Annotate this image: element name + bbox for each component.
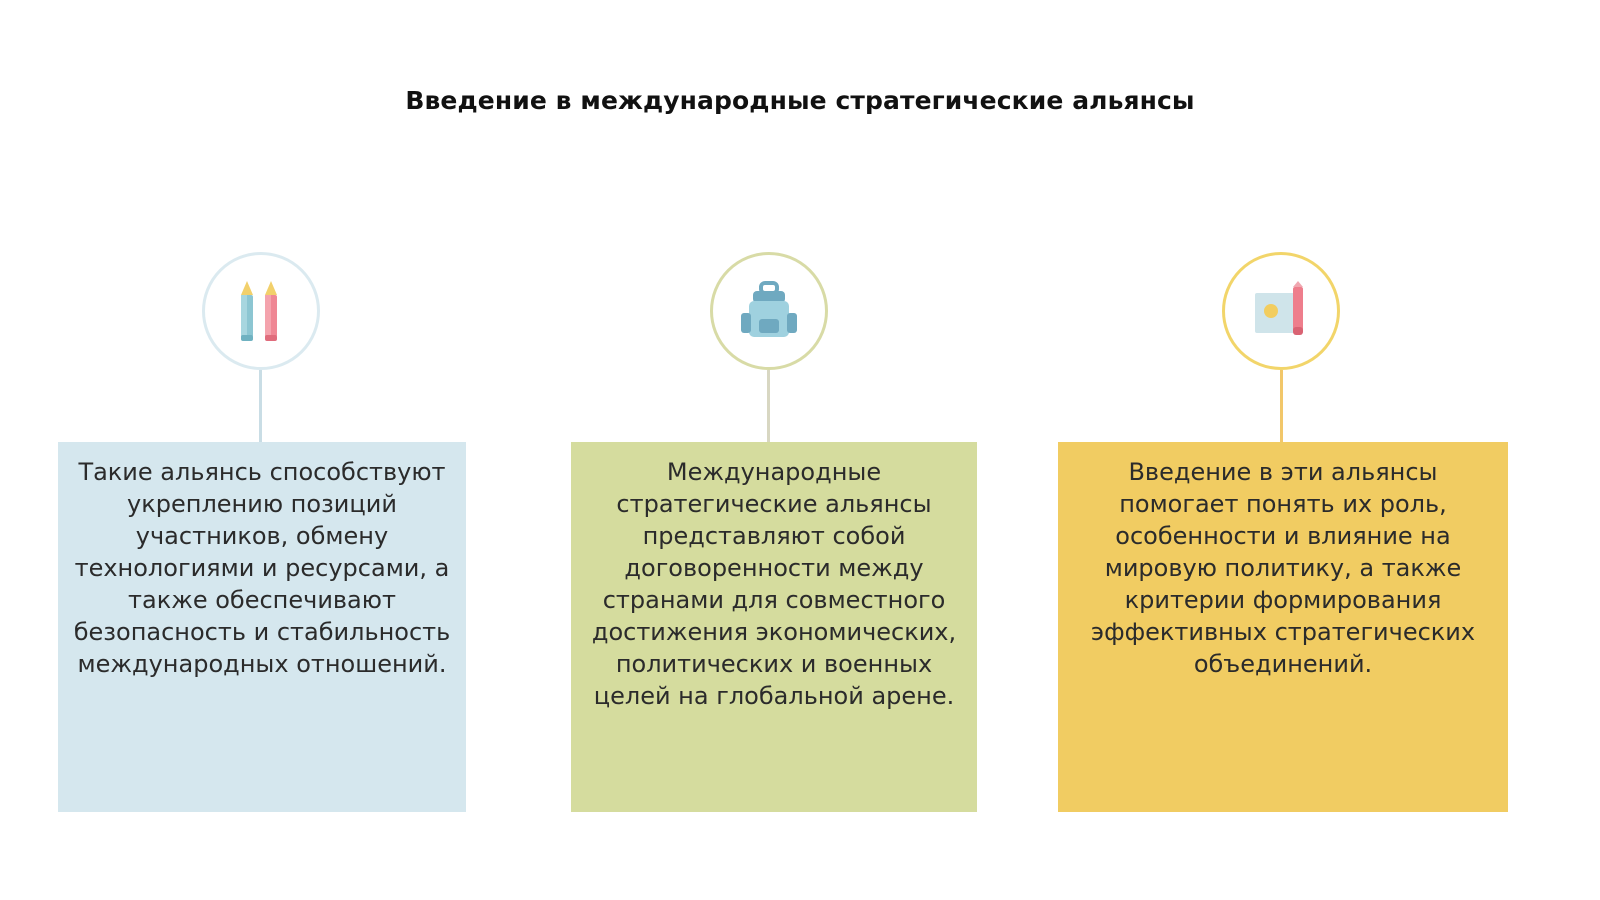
- pencils-icon: [233, 279, 289, 343]
- canvas-brush-icon: [1251, 281, 1311, 341]
- connector-line-1: [259, 370, 262, 442]
- info-card-1: [58, 442, 466, 812]
- card-text: Введение в эти альянсы помогает понять их роль, особенности и влияние на мировую политику, а также критерии формирования эффективных стратегических объединений.: [1090, 458, 1476, 678]
- slide-title: Введение в международные стратегические альянсы: [405, 86, 1195, 115]
- backpack-icon: [739, 281, 799, 341]
- connector-line-2: [767, 370, 770, 442]
- icon-circle-1: [202, 252, 320, 370]
- info-card-2: [571, 442, 977, 812]
- card-text: Такие альянсь способствуют укреплению позиций участников, обмену технологиями и ресурсами, а также обеспечивают безопасность и стабильность международных отношений.: [73, 458, 451, 678]
- icon-circle-3: [1222, 252, 1340, 370]
- info-card-3: [1058, 442, 1508, 812]
- card-text: Международные стратегические альянсы представляют собой договоренности между странами для совместного достижения экономических, политических и военных целей на глобальной арене.: [591, 458, 957, 710]
- connector-line-3: [1280, 370, 1283, 442]
- icon-circle-2: [710, 252, 828, 370]
